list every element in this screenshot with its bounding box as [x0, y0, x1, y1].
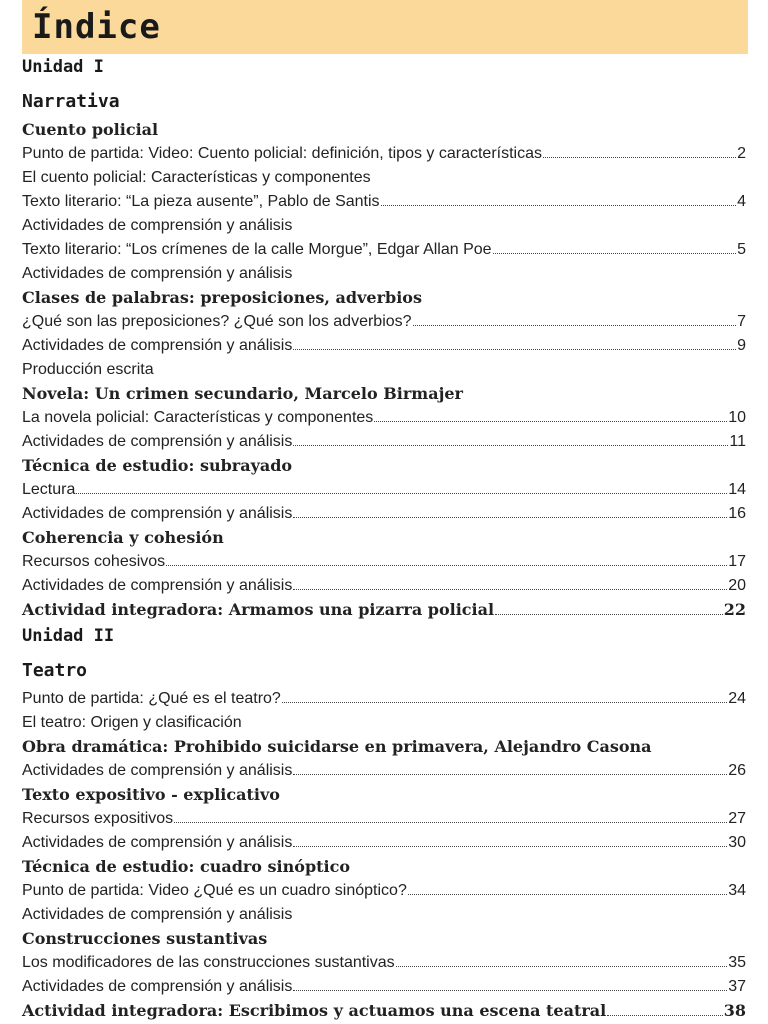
toc-page-number: 5: [737, 241, 746, 258]
dot-leader: [282, 696, 727, 703]
dot-leader: [374, 415, 727, 422]
toc-entry: [22, 166, 746, 190]
toc-heading: [22, 783, 746, 807]
toc-entry: [22, 190, 746, 214]
toc-entry-label: Punto de partida: Video: Cuento policial: definición, tipos y características: [22, 145, 542, 162]
toc-entry-label: Lectura: [22, 481, 76, 498]
toc-entry: [22, 142, 746, 166]
toc-entry-label: El cuento policial: Características y componentes: [22, 169, 371, 186]
toc-entry-label: Texto expositivo - explicativo: [22, 785, 280, 804]
toc-page-number: 38: [723, 1001, 746, 1020]
dot-leader: [293, 511, 727, 518]
toc-entry-label: La novela policial: Características y componentes: [22, 409, 374, 426]
dot-leader: [413, 319, 737, 326]
unit-1-section-title: Narrativa: [22, 91, 120, 112]
toc-entry: [22, 310, 746, 334]
unit-2-entries: [22, 687, 746, 1023]
toc-entry-label: Construcciones sustantivas: [22, 929, 268, 948]
toc-entry: [22, 951, 746, 975]
toc-entry-label: Técnica de estudio: subrayado: [22, 456, 293, 475]
toc-entry: [22, 262, 746, 286]
toc-entry: [22, 759, 746, 783]
toc-page-number: 11: [729, 433, 746, 450]
toc-entry-label: Actividades de comprensión y análisis: [22, 834, 293, 851]
toc-page-number: 4: [737, 193, 746, 210]
toc-page-number: 30: [728, 834, 746, 851]
dot-leader: [543, 151, 736, 158]
toc-entry: [22, 574, 746, 598]
page-title: Índice: [32, 7, 161, 47]
toc-entry: [22, 502, 746, 526]
toc-heading: [22, 286, 746, 310]
toc-entry-label: Cuento policial: [22, 120, 159, 139]
toc-entry: [22, 807, 746, 831]
toc-page-number: 24: [728, 690, 746, 707]
toc-entry-label: Recursos expositivos: [22, 810, 174, 827]
toc-entry: [22, 687, 746, 711]
toc-entry: [22, 550, 746, 574]
unit-2-section-title: Teatro: [22, 660, 88, 681]
dot-leader: [607, 1009, 722, 1016]
toc-page-number: 10: [728, 409, 746, 426]
title-bar: [22, 0, 748, 54]
dot-leader: [293, 840, 727, 847]
toc-page-number: 26: [728, 762, 746, 779]
toc-entry-label: Técnica de estudio: cuadro sinóptico: [22, 857, 351, 876]
dot-leader: [396, 960, 728, 967]
toc-heading: [22, 382, 746, 406]
toc-entry-label: Punto de partida: ¿Qué es el teatro?: [22, 690, 281, 707]
toc-entry-label: Novela: Un crimen secundario, Marcelo Birmajer: [22, 384, 463, 403]
toc-heading: [22, 454, 746, 478]
toc-entry-label: Punto de partida: Video ¿Qué es un cuadro sinóptico?: [22, 882, 407, 899]
toc-entry: [22, 903, 746, 927]
dot-leader: [166, 559, 727, 566]
toc-heading: [22, 927, 746, 951]
toc-entry-label: Actividades de comprensión y análisis: [22, 978, 293, 995]
toc-entry: [22, 430, 746, 454]
toc-entry: [22, 358, 746, 382]
toc-entry-label: Coherencia y cohesión: [22, 528, 224, 547]
unit-2-label: Unidad II: [22, 626, 115, 646]
toc-entry-label: Actividades de comprensión y análisis: [22, 265, 293, 282]
toc-entry-label: Actividad integradora: Armamos una pizarra policial: [22, 600, 495, 619]
dot-leader: [174, 816, 727, 823]
dot-leader: [495, 608, 723, 615]
toc-entry-label: Actividades de comprensión y análisis: [22, 762, 293, 779]
toc-page-number: 16: [728, 505, 746, 522]
toc-entry-label: Texto literario: “Los crímenes de la calle Morgue”, Edgar Allan Poe: [22, 241, 492, 258]
toc-heading: [22, 999, 746, 1023]
toc-page-number: 35: [728, 954, 746, 971]
toc-page-number: 7: [737, 313, 746, 330]
dot-leader: [293, 343, 736, 350]
toc-heading: [22, 118, 746, 142]
toc-page-number: 27: [728, 810, 746, 827]
toc-entry: [22, 831, 746, 855]
toc-entry: [22, 238, 746, 262]
unit-1-entries: [22, 118, 746, 622]
toc-page-number: 37: [728, 978, 746, 995]
toc-entry-label: Actividades de comprensión y análisis: [22, 433, 293, 450]
toc-heading: [22, 855, 746, 879]
toc-entry-label: Actividades de comprensión y análisis: [22, 577, 293, 594]
toc-entry: [22, 334, 746, 358]
dot-leader: [293, 583, 727, 590]
toc-heading: [22, 598, 746, 622]
toc-entry-label: Producción escrita: [22, 361, 154, 378]
unit-1-label: Unidad I: [22, 57, 104, 77]
toc-page-number: 34: [728, 882, 746, 899]
toc-entry-label: Actividades de comprensión y análisis: [22, 217, 293, 234]
toc-entry: [22, 879, 746, 903]
toc-entry-label: Actividades de comprensión y análisis: [22, 906, 293, 923]
toc-entry-label: ¿Qué son las preposiciones? ¿Qué son los adverbios?: [22, 313, 412, 330]
toc-entry-label: Obra dramática: Prohibido suicidarse en primavera, Alejandro Casona: [22, 737, 652, 756]
toc-entry: [22, 214, 746, 238]
dot-leader: [381, 199, 737, 206]
toc-entry: [22, 975, 746, 999]
toc-entry-label: Actividad integradora: Escribimos y actuamos una escena teatral: [22, 1001, 607, 1020]
toc-entry-label: Clases de palabras: preposiciones, adverbios: [22, 288, 422, 307]
toc-entry-label: El teatro: Origen y clasificación: [22, 714, 242, 731]
toc-page-number: 17: [728, 553, 746, 570]
dot-leader: [293, 439, 728, 446]
toc-entry: [22, 711, 746, 735]
dot-leader: [76, 487, 727, 494]
toc-page-number: 20: [728, 577, 746, 594]
toc-entry-label: Los modificadores de las construcciones sustantivas: [22, 954, 395, 971]
dot-leader: [493, 247, 737, 254]
toc-page-number: 9: [737, 337, 746, 354]
dot-leader: [293, 768, 727, 775]
toc-heading: [22, 735, 746, 759]
toc-page-number: 22: [723, 600, 746, 619]
toc-heading: [22, 526, 746, 550]
toc-page-number: 14: [728, 481, 746, 498]
toc-entry-label: Recursos cohesivos: [22, 553, 166, 570]
dot-leader: [408, 888, 727, 895]
toc-entry: [22, 406, 746, 430]
toc-entry-label: Actividades de comprensión y análisis: [22, 505, 293, 522]
toc-entry-label: Actividades de comprensión y análisis: [22, 337, 293, 354]
toc-entry: [22, 478, 746, 502]
dot-leader: [293, 984, 727, 991]
toc-page-number: 2: [737, 145, 746, 162]
toc-entry-label: Texto literario: “La pieza ausente”, Pablo de Santis: [22, 193, 380, 210]
